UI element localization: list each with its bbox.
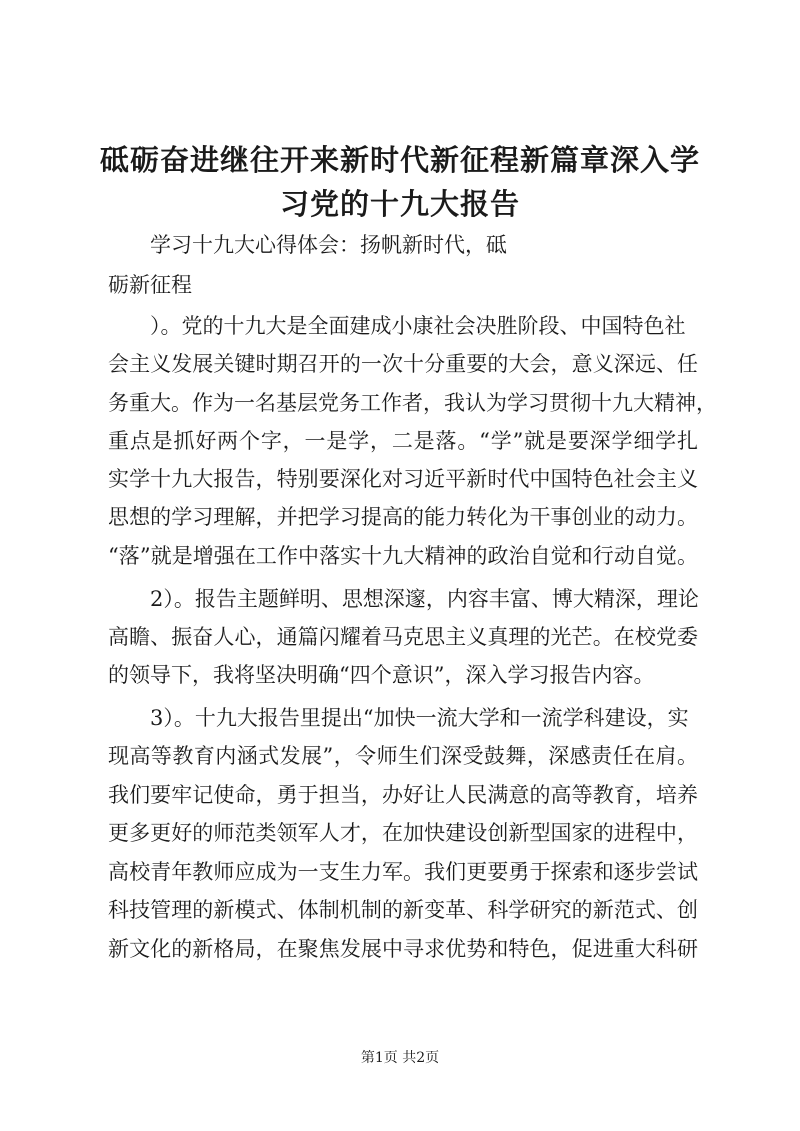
title-line-1: 砥砺奋进继往开来新时代新征程新篇章深入学 <box>100 143 701 177</box>
document-title <box>100 138 700 226</box>
body-line: 科技管理的新模式、体制机制的新变革、科学研究的新范式、创 <box>108 898 698 922</box>
body-line: 更多更好的师范类领军人才，在加快建设创新型国家的进程中， <box>108 821 698 845</box>
body-line: 务重大。作为一名基层党务工作者，我认为学习贯彻十九大精神， <box>108 391 717 415</box>
body-line: 现高等教育内涵式发展”，令师生们深受鼓舞，深感责任在肩。 <box>108 744 698 768</box>
body-line: 重点是抓好两个字，一是学，二是落。“学”就是要深学细学扎 <box>108 429 698 453</box>
body-line: “落”就是增强在工作中落实十九大精神的政治自觉和行动自觉。 <box>108 544 698 568</box>
body-line: 2）。报告主题鲜明、思想深邃，内容丰富、博大精深，理论 <box>150 587 699 611</box>
body-line: ）。党的十九大是全面建成小康社会决胜阶段、中国特色社 <box>150 314 686 338</box>
subtitle-line-1: 学习十九大心得体会：扬帆新时代，砥 <box>150 233 507 257</box>
body-line: 我们要牢记使命，勇于担当，办好让人民满意的高等教育，培养 <box>108 783 698 807</box>
body-line: 高瞻、振奋人心，通篇闪耀着马克思主义真理的光芒。在校党委 <box>108 625 698 649</box>
page-footer: 第1页 共2页 <box>360 1050 440 1066</box>
body-line: 会主义发展关键时期召开的一次十分重要的大会，意义深远、任 <box>108 352 698 376</box>
body-line: 新文化的新格局，在聚焦发展中寻求优势和特色，促进重大科研 <box>108 937 698 961</box>
subtitle-line-2: 砺新征程 <box>108 273 192 297</box>
body-line: 思想的学习理解，并把学习提高的能力转化为干事创业的动力。 <box>108 505 698 529</box>
body-line: 高校青年教师应成为一支生力军。我们更要勇于探索和逐步尝试 <box>108 860 698 884</box>
body-line: 的领导下，我将坚决明确“四个意识”，深入学习报告内容。 <box>108 663 655 687</box>
body-line: 3）。十九大报告里提出“加快一流大学和一流学科建设，实 <box>150 706 689 730</box>
title-line-2: 习党的十九大报告 <box>279 187 520 221</box>
body-line: 实学十九大报告，特别要深化对习近平新时代中国特色社会主义 <box>108 467 698 491</box>
